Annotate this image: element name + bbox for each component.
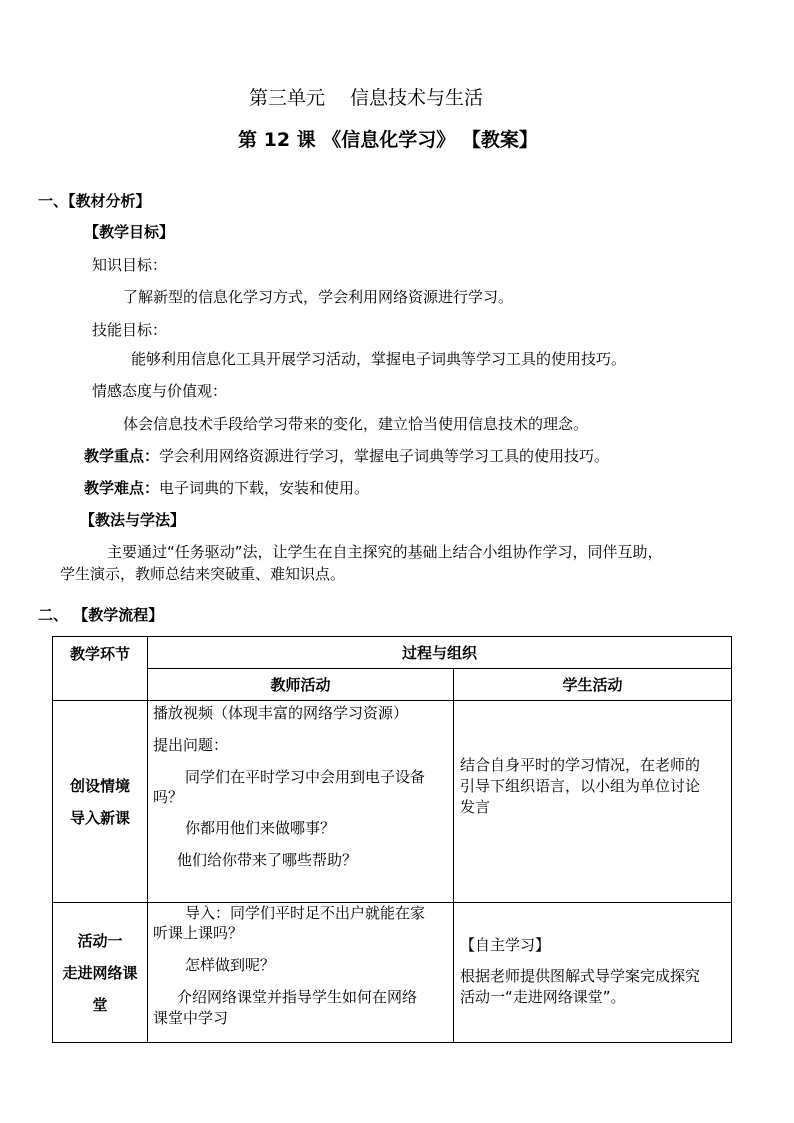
skill-label: 技能目标：: [92, 321, 168, 339]
method-heading: 【教法与学法】: [80, 511, 186, 529]
row-2-teacher-line: 课堂中学习: [153, 1009, 229, 1027]
skill-text: 能够利用信息化工具开展学习活动，掌握电子词典等学习工具的使用技巧。: [131, 350, 627, 368]
difficulty-text: 电子词典的下载，安装和使用。: [159, 479, 370, 497]
row-2-teacher-line: 导入：同学们平时足不出户就能在家: [185, 904, 426, 922]
row-1-teacher-line: 他们给你带来了哪些帮助？: [177, 851, 358, 869]
lesson-title: 第 12 课 《信息化学习》 【教案】: [238, 129, 538, 151]
row-2-stage: [53, 903, 148, 1043]
section-1-heading: 一、【教材分析】: [38, 192, 151, 210]
unit-title: 第三单元 信息技术与生活: [249, 87, 484, 109]
key-label: 教学重点：: [84, 447, 160, 465]
header-process: 过程与组织: [148, 637, 732, 669]
goals-heading: 【教学目标】: [84, 223, 175, 241]
row-2-stage-line-1: 活动一: [77, 931, 123, 950]
method-line-2: 学生演示，教师总结来突破重、难知识点。: [60, 565, 346, 583]
row-1-teacher-line: 吗？: [153, 788, 184, 806]
header-stage: 教学环节: [53, 637, 148, 701]
method-line-1: 主要通过“任务驱动”法，让学生在自主探究的基础上结合小组协作学习，同伴互助，: [107, 543, 663, 561]
row-2-stage-line-3: 堂: [92, 995, 108, 1014]
row-1-stage: [53, 701, 148, 903]
row-2-student: [454, 903, 732, 1043]
teaching-flow-table: [52, 636, 732, 1043]
knowledge-label: 知识目标：: [92, 256, 168, 274]
table-row: [53, 701, 732, 903]
row-2-teacher-line: 介绍网络课堂并指导学生如何在网络: [177, 988, 418, 1006]
key-point: [84, 446, 609, 466]
difficulty-label: 教学难点：: [84, 479, 160, 497]
row-2-student-line: 【自主学习】: [460, 936, 551, 954]
emotion-label: 情感态度与价值观：: [92, 382, 228, 400]
row-2-student-line: 根据老师提供图解式导学案完成探究: [460, 967, 701, 985]
row-1-student-line: 发言: [460, 798, 491, 816]
row-1-student-line: 引导下组织语言，以小组为单位讨论: [460, 777, 701, 795]
table-row: [53, 903, 732, 1043]
row-1-stage-line-1: 创设情境: [69, 776, 130, 795]
key-text: 学会利用网络资源进行学习，掌握电子词典等学习工具的使用技巧。: [159, 447, 610, 465]
row-1-stage-line-2: 导入新课: [69, 808, 130, 827]
row-1-student: [454, 701, 732, 903]
row-2-teacher: [148, 903, 454, 1043]
row-2-teacher-line: 听课上课吗？: [153, 924, 244, 942]
emotion-text: 体会信息技术手段给学习带来的变化，建立恰当使用信息技术的理念。: [123, 415, 589, 433]
knowledge-text: 了解新型的信息化学习方式，学会利用网络资源进行学习。: [123, 288, 514, 306]
header-student: 学生活动: [454, 669, 732, 701]
row-2-student-line: 活动一“走进网络课堂”。: [460, 988, 626, 1006]
row-1-teacher-line: 同学们在平时学习中会用到电子设备: [185, 768, 426, 786]
row-1-teacher-line: 你都用他们来做哪事？: [185, 819, 336, 837]
section-2-heading: 二、 【教学流程】: [38, 606, 164, 624]
row-2-stage-line-2: 走进网络课: [62, 963, 138, 982]
row-1-teacher: [148, 701, 454, 903]
row-2-teacher-line: 怎样做到呢？: [185, 956, 276, 974]
row-1-student-line: 结合自身平时的学习情况，在老师的: [460, 756, 701, 774]
row-1-teacher-line: 提出问题：: [153, 736, 229, 754]
difficulty-point: [84, 478, 369, 498]
header-teacher: 教师活动: [148, 669, 454, 701]
row-1-teacher-line: 播放视频（体现丰富的网络学习资源）: [153, 704, 409, 722]
